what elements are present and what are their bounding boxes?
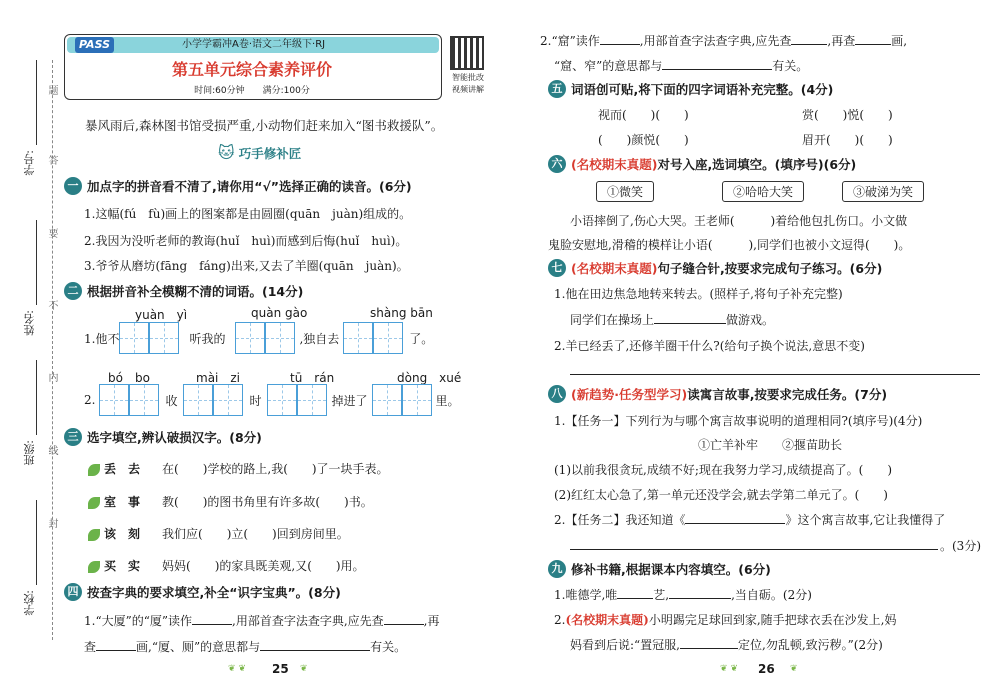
page-title: 第五单元综合素养评价 <box>171 60 332 79</box>
answer-line[interactable] <box>570 549 938 550</box>
s4-q1-line1: 1.“大厦”的“厦”读作 ,用部首查字法查字典,应先查 ,再 <box>84 614 440 628</box>
student-id-label: 学号: <box>23 150 36 176</box>
s7-q1: 1.他在田边焦急地转来转去。(照样子,将句子补充完整) <box>554 287 843 301</box>
s8-options: ①亡羊补牢 ②揠苗助长 <box>698 438 843 452</box>
s6-option-3: ③破涕为笑 <box>842 181 924 202</box>
s9-q2-line1: 2.(名校期末真题)小明踢完足球回到家,随手把球衣丢在沙发上,妈 <box>554 613 897 627</box>
answer-blank[interactable] <box>260 639 370 651</box>
s6-para-line2[interactable]: 鬼脸安慰地,滑稽的模样让小语( ),同学们也被小文逗得( )。 <box>548 238 911 252</box>
s3-row-3[interactable]: 该 刻 我们应( )立( )回到房间里。 <box>88 525 349 542</box>
s3-row-4[interactable]: 买 实 妈妈( )的家具既美观,又( )用。 <box>88 557 365 574</box>
pinyin: dòng xué <box>397 371 462 385</box>
qr-caption: 智能批改 视频讲解 <box>452 73 484 94</box>
answer-blank[interactable] <box>96 639 136 651</box>
series-strip <box>67 37 439 53</box>
s4-q2-line2: “窟、窄”的意思都与 有关。 <box>554 59 809 73</box>
s8-task-2: 2.【任务二】我还知道《 》这个寓言故事,它让我懂得了 <box>554 513 946 527</box>
pinyin: quàn gào <box>251 306 308 320</box>
section-7-title: 七 (名校期末真题) 句子缝合针,按要求完成句子练习。(6分) <box>548 259 882 277</box>
leaf-icon <box>88 497 100 509</box>
s5-item-1[interactable]: 视而( )( ) <box>598 108 689 122</box>
section-4-title: 四 按查字典的要求填空,补全“识字宝典”。(8分) <box>64 583 341 601</box>
char-box[interactable] <box>372 384 402 416</box>
series-label: 小学学霸冲A卷·语文二年级下·RJ <box>182 39 326 50</box>
answer-blank[interactable] <box>662 58 772 70</box>
class-label: 班级: <box>23 440 36 466</box>
s8-line-1[interactable]: (1)以前我很贪玩,成绩不好;现在我努力学习,成绩提高了。( ) <box>554 463 893 477</box>
seal-char: 答 <box>46 155 57 165</box>
answer-blank[interactable] <box>600 33 640 45</box>
s6-para-line1[interactable]: 小语摔倒了,伤心大哭。王老师( )着给他包扎伤口。小文做 <box>570 214 908 228</box>
char-box[interactable] <box>402 384 432 416</box>
page-number: 26 <box>758 662 775 676</box>
char-box[interactable] <box>265 322 295 354</box>
answer-blank[interactable] <box>685 512 785 524</box>
answer-blank[interactable] <box>855 33 891 45</box>
answer-line[interactable] <box>570 374 980 375</box>
name-label: 姓名: <box>23 310 36 336</box>
char-box[interactable] <box>267 384 297 416</box>
answer-blank[interactable] <box>617 587 653 599</box>
s2-row2: 2. 收 时 掉进了 里。 <box>84 384 460 416</box>
page-number: 25 <box>272 662 289 676</box>
pass-logo: PASS <box>75 37 114 53</box>
s7-q2: 2.羊已经丢了,还修羊圈干什么?(给句子换个说法,意思不变) <box>554 339 865 353</box>
section-8-title: 八 (新趋势·任务型学习) 读寓言故事,按要求完成任务。(7分) <box>548 385 887 403</box>
sprout-icon: ❦ <box>300 664 308 674</box>
seal-char: 要 <box>46 228 57 238</box>
section-3-title: 三 选字填空,辨认破损汉字。(8分) <box>64 428 262 446</box>
s9-q1: 1.唯德学,唯 艺, ,当自砺。(2分) <box>554 588 812 602</box>
s7-q1-answer: 同学们在操场上 做游戏。 <box>570 313 775 327</box>
s1-q1[interactable]: 1.这幅(fú fù)画上的图案都是由圆圈(quān juàn)组成的。 <box>84 207 412 221</box>
school-line[interactable] <box>36 500 37 585</box>
leaf-icon <box>88 529 100 541</box>
qr-code-icon[interactable] <box>450 36 484 70</box>
seal-char: 题 <box>46 85 57 95</box>
school-label: 学校: <box>23 590 36 616</box>
pinyin: yuàn yì <box>135 308 188 322</box>
sprout-icon: ❦ ❦ <box>720 664 738 674</box>
s8-task-1: 1.【任务一】下列行为与哪个寓言故事说明的道理相同?(填序号)(4分) <box>554 414 923 428</box>
char-box[interactable] <box>119 322 149 354</box>
char-box[interactable] <box>343 322 373 354</box>
seal-char: 线 <box>46 445 57 455</box>
answer-blank[interactable] <box>669 587 731 599</box>
char-box[interactable] <box>149 322 179 354</box>
cut-line <box>52 60 53 640</box>
binding-gutter <box>0 0 58 695</box>
s3-row-2[interactable]: 室 事 教( )的图书角里有许多故( )书。 <box>88 493 373 510</box>
seal-char: 不 <box>46 300 57 310</box>
seal-char: 内 <box>46 372 57 382</box>
header-box <box>64 34 442 100</box>
s8-task-2-score: 。(3分) <box>940 539 981 553</box>
pinyin: tū rán <box>290 371 335 385</box>
char-box[interactable] <box>373 322 403 354</box>
class-line[interactable] <box>36 360 37 435</box>
s6-option-1: ①微笑 <box>596 181 654 202</box>
s2-row1: 1.他不 听我的 ,独自去 了。 <box>84 322 433 354</box>
section-6-title: 六 (名校期末真题) 对号入座,选词填空。(填序号)(6分) <box>548 155 856 173</box>
leaf-icon <box>88 464 100 476</box>
s5-item-3[interactable]: ( )颜悦( ) <box>598 133 689 147</box>
name-line[interactable] <box>36 220 37 305</box>
section-9-title: 九 修补书籍,根据课本内容填空。(6分) <box>548 560 771 578</box>
seal-char: 封 <box>46 518 57 528</box>
char-box[interactable] <box>297 384 327 416</box>
s5-item-4[interactable]: 眉开( )( ) <box>802 133 893 147</box>
s4-q2-line1: 2.“窟”读作 ,用部首查字法查字典,应先查 ,再查 画, <box>540 34 908 48</box>
answer-blank[interactable] <box>791 33 827 45</box>
student-id-line[interactable] <box>36 60 37 145</box>
right-page <box>500 0 1000 695</box>
s6-option-2: ②哈哈大笑 <box>722 181 804 202</box>
answer-blank[interactable] <box>192 613 232 625</box>
pinyin: mài zi <box>196 371 241 385</box>
exam-meta: 时间:60分钟 满分:100分 <box>194 86 310 96</box>
s3-row-1[interactable]: 丢 去 在( )学校的路上,我( )了一块手表。 <box>88 460 389 477</box>
char-box[interactable] <box>213 384 243 416</box>
s1-q3[interactable]: 3.爷爷从磨坊(fāng fáng)出来,又去了羊圈(quān juàn)。 <box>84 259 409 273</box>
section-1-title: 一 加点字的拼音看不清了,请你用“√”选择正确的读音。(6分) <box>64 177 412 195</box>
banner: 🐱 巧手修补匠 <box>218 143 302 162</box>
char-box[interactable] <box>99 384 129 416</box>
sprout-icon: ❦ ❦ <box>228 664 246 674</box>
char-box[interactable] <box>129 384 159 416</box>
s4-q1-line2: 查 画,“厦、厕”的意思都与 有关。 <box>84 640 407 654</box>
answer-blank[interactable] <box>384 613 424 625</box>
section-5-title: 五 词语创可贴,将下面的四字词语补充完整。(4分) <box>548 80 833 98</box>
leaf-icon <box>88 561 100 573</box>
sprout-icon: ❦ <box>790 664 798 674</box>
s1-q2[interactable]: 2.我因为没听老师的教诲(huǐ huì)而感到后悔(huǐ huì)。 <box>84 234 408 248</box>
answer-blank[interactable] <box>654 312 726 324</box>
s9-q2-line2: 妈看到后说:“置冠服, 定位,勿乱顿,致污秽。”(2分) <box>570 638 883 652</box>
pinyin: shàng bān <box>370 306 433 320</box>
char-box[interactable] <box>235 322 265 354</box>
s8-line-2[interactable]: (2)红红太心急了,第一单元还没学会,就去学第二单元了。( ) <box>554 488 888 502</box>
section-2-title: 二 根据拼音补全模糊不清的词语。(14分) <box>64 282 303 300</box>
cat-icon: 🐱 <box>218 143 235 162</box>
intro-text: 暴风雨后,森林图书馆受损严重,小动物们赶来加入“图书救援队”。 <box>85 118 444 133</box>
char-box[interactable] <box>183 384 213 416</box>
s5-item-2[interactable]: 赏( )悦( ) <box>802 108 893 122</box>
pinyin: bó bo <box>108 371 150 385</box>
answer-blank[interactable] <box>680 637 738 649</box>
